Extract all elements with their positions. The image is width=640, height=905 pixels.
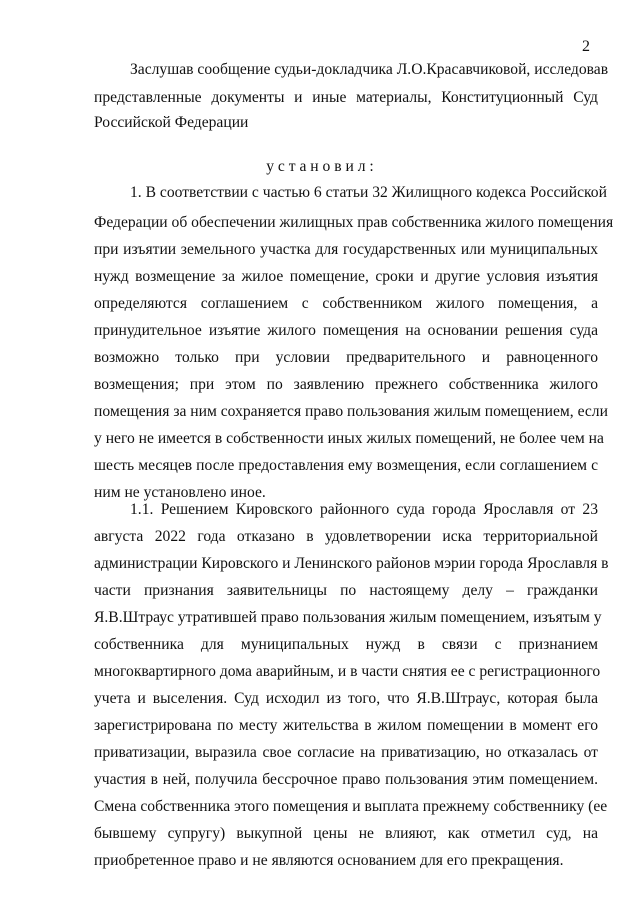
text-line: 1.1. Решением Кировского районного суда города Ярославля от 23	[130, 501, 598, 518]
text-line: 1. В соответствии с частью 6 статьи 32 Жилищного кодекса Российской	[130, 184, 607, 201]
text-line: учета и выселения. Суд исходил из того, что Я.В.Штраус, которая была	[94, 690, 598, 707]
text-line: у него не имеется в собственности иных жилых помещений, не более чем на	[94, 430, 604, 447]
text-line: зарегистрирована по месту жительства в жилом помещении в момент его	[94, 717, 598, 734]
text-line: ним не установлено иное.	[94, 484, 266, 501]
text-line: бывшему супругу) выкупной цены не влияют, как отметил суд, на	[94, 825, 598, 842]
page-number: 2	[582, 38, 590, 55]
text-line: собственника для муниципальных нужд в связи с признанием	[94, 636, 598, 653]
text-line: нужд возмещение за жилое помещение, сроки и другие условия изъятия	[94, 268, 598, 285]
text-line: шесть месяцев после предоставления ему возмещения, если соглашением с	[94, 457, 598, 474]
text-line: при изъятии земельного участка для государственных или муниципальных	[94, 241, 598, 258]
text-line: части признания заявительницы по настоящему делу – гражданки	[94, 582, 598, 599]
text-line: представленные документы и иные материалы, Конституционный Суд	[94, 89, 598, 106]
text-line: приватизации, выразила свое согласие на приватизацию, но отказалась от	[94, 744, 598, 761]
text-line: принудительное изъятие жилого помещения на основании решения суда	[94, 322, 598, 339]
text-line: помещения за ним сохраняется право пользования жилым помещением, если	[94, 403, 608, 420]
text-line: участия в ней, получила бессрочное право пользования этим помещением.	[94, 771, 598, 788]
ruling-heading: у с т а н о в и л :	[266, 158, 374, 175]
text-line: августа 2022 года отказано в удовлетворении иска территориальной	[94, 528, 598, 545]
text-line: возмещения; при этом по заявлению прежнего собственника жилого	[94, 376, 598, 393]
text-line: Заслушав сообщение судьи-докладчика Л.О.Красавчиковой, исследовав	[130, 61, 609, 78]
text-line: Федерации об обеспечении жилищных прав собственника жилого помещения	[94, 214, 614, 231]
text-line: Я.В.Штраус утратившей право пользования жилым помещением, изъятым у	[94, 609, 602, 626]
text-line: Российской Федерации	[94, 114, 249, 131]
text-line: определяются соглашением с собственником жилого помещения, а	[94, 295, 598, 312]
text-line: Смена собственника этого помещения и выплата прежнему собственнику (ее	[94, 798, 608, 815]
text-line: приобретенное право и не являются основанием для его прекращения.	[94, 852, 564, 869]
text-line: возможно только при условии предварительного и равноценного	[94, 349, 598, 366]
text-line: администрации Кировского и Ленинского районов мэрии города Ярославля в	[94, 555, 609, 572]
text-line: многоквартирного дома аварийным, и в части снятия ее с регистрационного	[94, 663, 601, 680]
